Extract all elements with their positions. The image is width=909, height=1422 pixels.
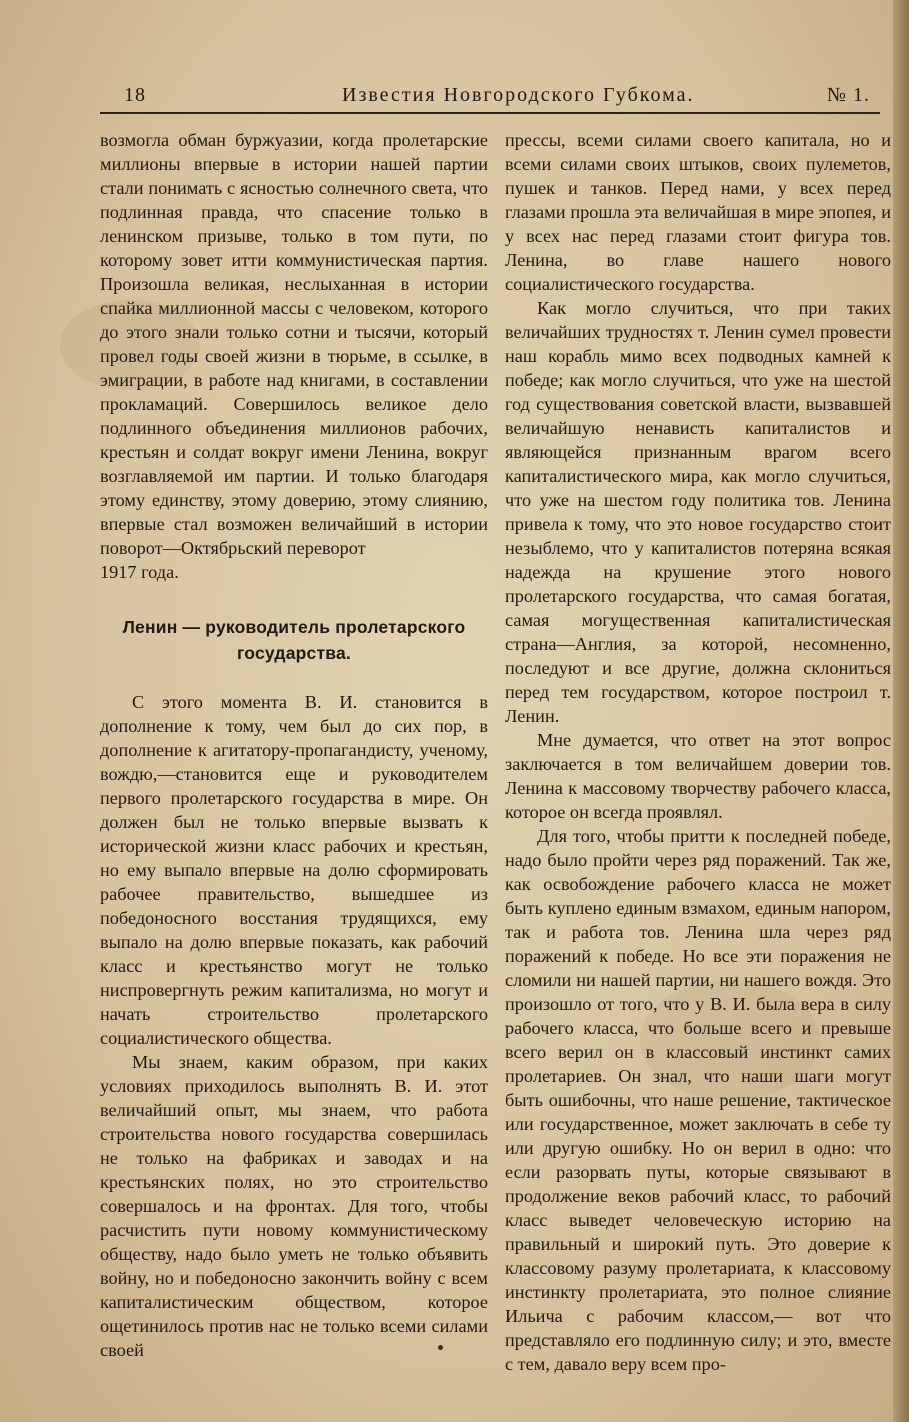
paragraph: Как могло случиться, что при таких величайших трудностях т. Ленин сумел провести наш корабль мимо всех подводных камней к победе; как могло случиться, что уже на шестой год существования советской власти, вызвавшей величайшую ненависть капиталистов и являющейся признанным врагом всего капиталистического мира, как могло случиться, что уже на шестом году политика тов. Ленина привела к тому, что это новое государство стоит незыблемо, что у капиталистов потеряна всякая надежда на крушение этого нового пролетарского государства, что самая богатая, самая могущественная капиталистическая страна—Англия, за которой, несомненно, последуют и все другие, должна склониться перед тем государством, которое построил т. Ленин. <box>505 298 891 726</box>
paragraph: прессы, всеми силами своего капитала, но и всеми силами своих штыков, своих пулеметов, пушек и танков. Перед нами, у всех перед глазами прошла эта величайшая в мире эпопея, и у всех нас перед глазами стоит фигура тов. Ленина, во главе нашего нового социалистического государства. <box>505 130 891 294</box>
paragraph: возмогла обман буржуазии, когда пролетарские миллионы впервые в истории нашей партии стали понимать с ясностью солнечного света, что подлинная правда, что спасение только в ленинском призыве, только в том пути, по которому зовет итти коммунистическая партия. Произошла великая, неслыханная в истории спайка миллионной массы с человеком, которого до этого знали только сотни и тысячи, который провел годы своей жизни в тюрьме, в ссылке, в эмиграции, в работе над книгами, в составлении прокламаций. Совершилось великое дело подлинного объединения миллионов рабочих, крестьян и солдат вокруг имени Ленина, вокруг возглавляемой им партии. И только благодаря этому единству, этому доверию, этому слиянию, впервые стал возможен величайший в истории поворот—Октябрьский переворот <box>100 130 488 558</box>
left-column <box>100 128 488 1362</box>
journal-title: Известия Новгородского Губкома. <box>342 84 695 106</box>
page-number: 18 <box>124 84 146 106</box>
ink-speck <box>438 1345 443 1350</box>
paragraph: С этого момента В. И. становится в дополнение к тому, чем был до сих пор, в дополнение к агитатору-пропагандисту, ученому, вождю,—становится еще и руководителем первого пролетарского государства в мире. Он должен был не только впервые вызвать к исторической жизни класс рабочих и крестьян, но ему выпало впервые на долю сформировать рабочее правительство, вышедшее из победоносного восстания трудящихся, ему выпало на долю впервые показать, как рабочий класс и крестьянство могут не только ниспровергнуть режим капитализма, но могут и начать строительство пролетарского социалистического общества. <box>100 692 488 1048</box>
header-rule <box>100 112 880 114</box>
paragraph: Мне думается, что ответ на этот вопрос заключается в том величайшем доверии тов. Ленина к массовому творчеству рабочего класса, которое он всегда проявлял. <box>505 730 891 822</box>
paragraph-end: 1917 года. <box>100 562 179 582</box>
issue-number: № 1. <box>826 84 870 106</box>
section-heading: Ленин — руководитель пролетарского государства. <box>122 617 466 663</box>
paragraph: Для того, чтобы притти к последней победе, надо было пройти через ряд поражений. Так же, как освобождение рабочего класса не может быть куплено единым взмахом, единым напором, так и работа тов. Ленина шла через ряд поражений к победе. Но все эти поражения не сломили ни нашей партии, ни нашего вождя. Это произошло от того, что у В. И. была вера в силу рабочего класса, что больше всего и превыше всего верил он в классовый инстинкт самих пролетариев. Он знал, что наши шаги могут быть ошибочны, что наше решение, тактическое или государственное, может заключать в себе ту или другую ошибку. Но он верил в одно: что если разорвать путы, которые связывают в продолжение веков рабочий класс, то рабочий класс выведет человеческую историю на правильный и широкий путь. Это доверие к классовому разуму пролетариата, к классовому инстинкту пролетариата, это полное слияние Ильича с рабочим классом,— вот что представляло его подлинную силу; и это, вместе с тем, давало веру всем про- <box>505 826 891 1374</box>
paragraph: Мы знаем, каким образом, при каких условиях приходилось выполнять В. И. этот величайший опыт, мы знаем, что работа строительства нового государства совершилась не только на фабриках и заводах и на крестьянских полях, но это строительство совершалось и на фронтах. Для того, чтобы расчистить пути новому коммунистическому обществу, надо было уметь не только объявить войну, но и победоносно закончить войну с всем капиталистическим обществом, которое ощетинилось против нас не только всеми силами своей <box>100 1052 488 1360</box>
page-edge <box>893 0 909 1422</box>
running-header <box>100 82 880 114</box>
right-column <box>505 128 891 1376</box>
